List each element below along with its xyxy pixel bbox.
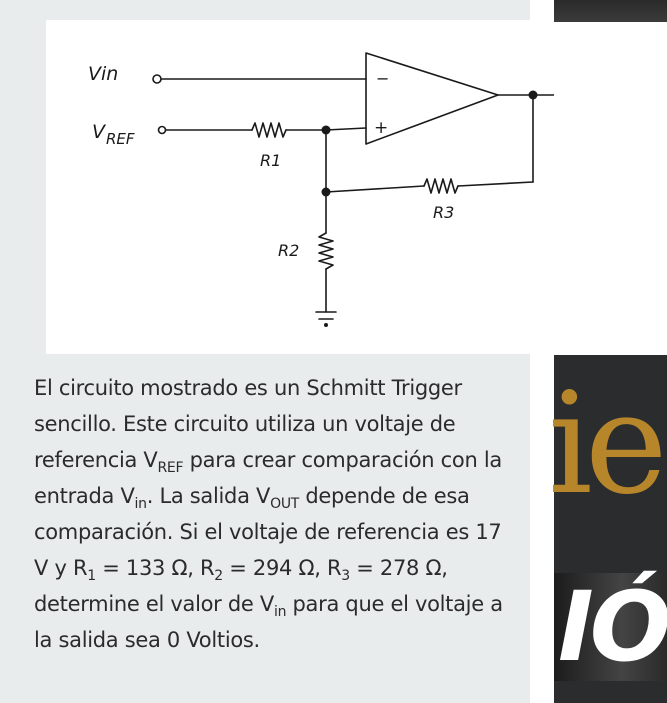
subscript-in: in: [134, 496, 147, 512]
r3-label: R3: [433, 203, 455, 222]
text-segment: para que el voltaje a la salida sea 0 Voltios.: [34, 592, 503, 652]
r1-label: R1: [260, 151, 282, 170]
node-ground: [324, 323, 328, 327]
vin-terminal: [153, 75, 161, 83]
vin-label: Vin: [88, 63, 119, 85]
node-feedback: [322, 188, 331, 197]
r1-resistor: [252, 123, 286, 137]
r3-right-wire: [458, 182, 533, 186]
r3-left-wire: [326, 186, 424, 192]
subscript-out: OUT: [270, 496, 300, 512]
r2-resistor: [319, 233, 333, 269]
vref-label-v: V: [92, 121, 105, 143]
node-plus: [322, 126, 331, 135]
minus-label: −: [376, 69, 390, 88]
banner-glyph-bottom: IÓ: [558, 571, 667, 683]
text-segment: = 133 Ω, R: [95, 556, 215, 580]
vref-terminal: [159, 127, 166, 134]
banner-glyph-top: ie: [548, 363, 660, 526]
subscript-3: 3: [341, 568, 350, 584]
r2-label: R2: [278, 241, 300, 260]
node-output: [529, 91, 538, 100]
plus-label: +: [374, 118, 389, 138]
text-segment: para crear comparación con la entrada V: [34, 448, 502, 508]
ground-symbol: [316, 312, 336, 319]
text-segment: . La salida V: [146, 484, 271, 508]
r3-resistor: [424, 179, 458, 193]
problem-statement: [34, 370, 504, 658]
plus-input-wire: [326, 128, 366, 130]
subscript-ref: REF: [157, 460, 184, 476]
vref-label-sub: REF: [106, 130, 135, 148]
subscript-in: in: [273, 604, 287, 620]
banner-top-strip: [554, 0, 667, 22]
text-segment: El circuito mostrado es un Schmitt Trigger sencillo. Este circuito utiliza un voltaje de referencia V: [34, 376, 462, 472]
text-segment: depende de esa comparación. Si el voltaje de referencia es 17 V y R: [34, 484, 502, 580]
subscript-2: 2: [214, 568, 223, 584]
side-banner: [548, 0, 667, 703]
banner-image: [548, 355, 667, 703]
text-segment: = 294 Ω, R: [222, 556, 342, 580]
subscript-1: 1: [87, 568, 96, 584]
schmitt-trigger-diagram: [46, 20, 530, 354]
text-segment: = 278 Ω, determine el valor de V: [34, 556, 448, 616]
circuit-figure: [46, 20, 530, 354]
